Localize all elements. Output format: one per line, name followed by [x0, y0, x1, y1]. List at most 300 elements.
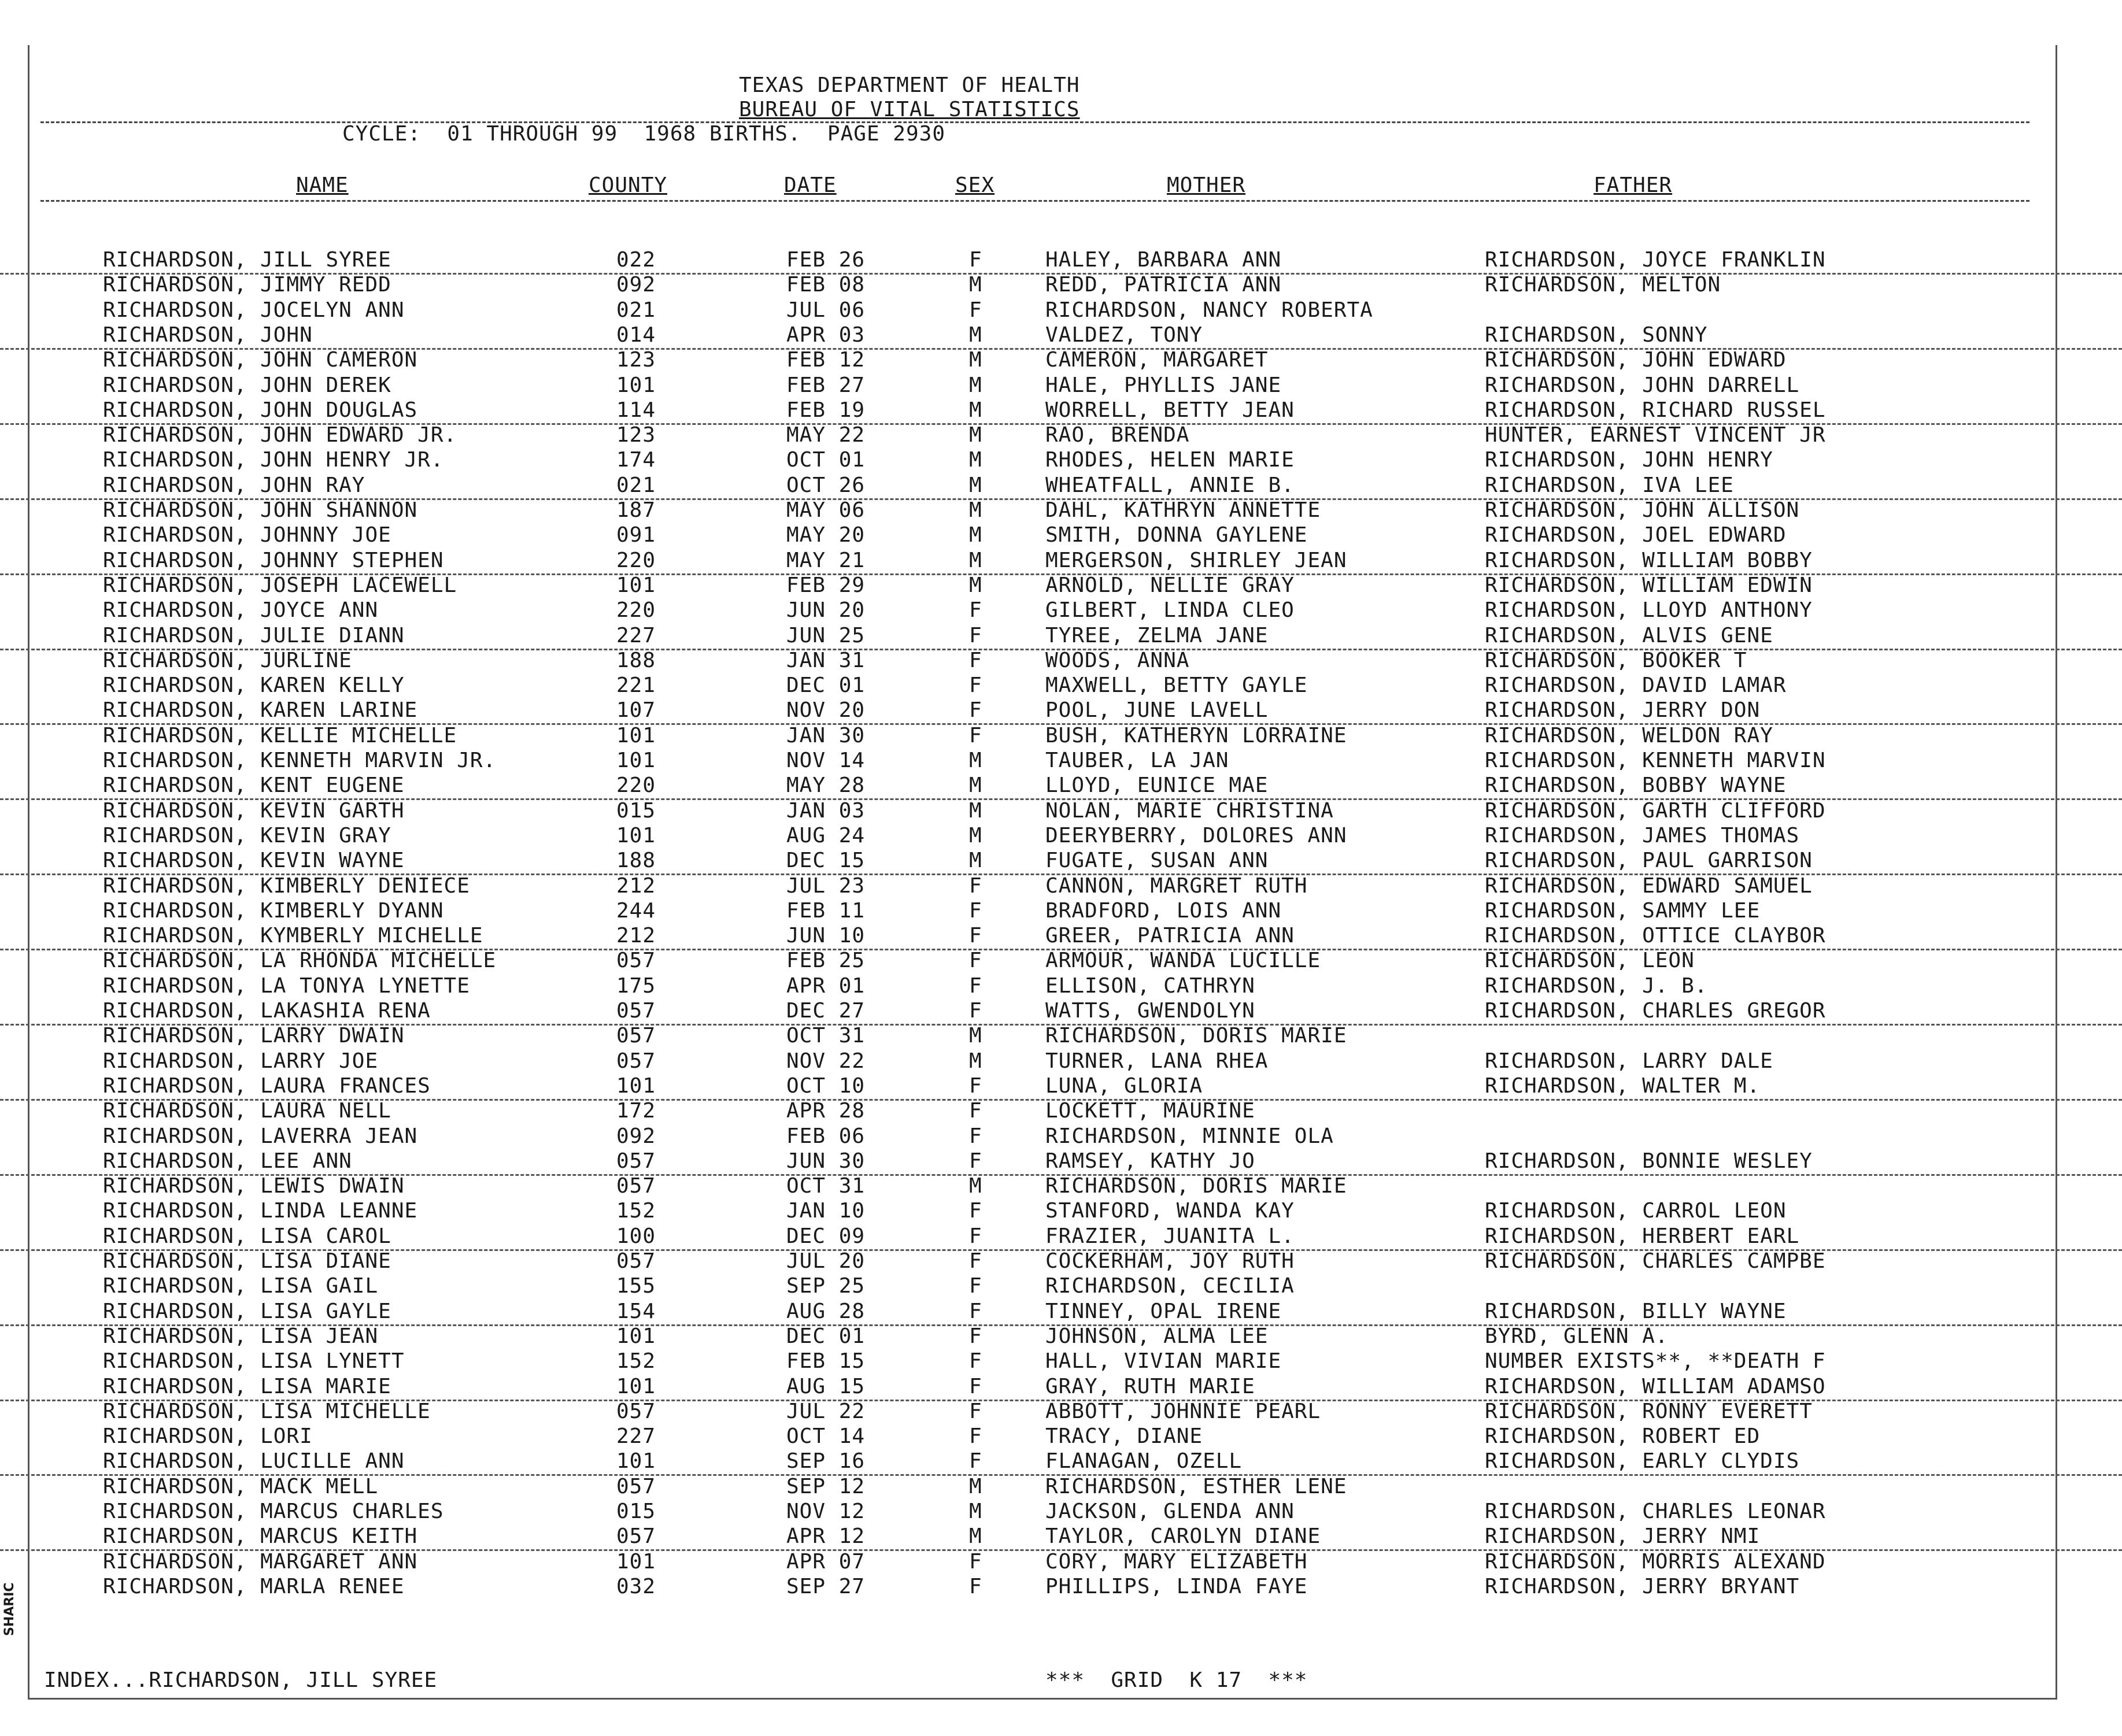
record-name: RICHARDSON, KEVIN WAYNE — [103, 849, 405, 873]
record-father: RICHARDSON, J. B. — [1485, 974, 1708, 998]
record-date: FEB 25 — [786, 949, 866, 973]
record-father: RICHARDSON, IVA LEE — [1485, 473, 1734, 497]
table-row — [0, 623, 2122, 650]
record-name: RICHARDSON, JOYCE ANN — [103, 598, 379, 623]
record-name: RICHARDSON, LISA CAROL — [103, 1224, 391, 1248]
record-date: JAN 31 — [786, 648, 866, 672]
table-row — [0, 1324, 2122, 1349]
record-county: 220 — [616, 598, 656, 623]
record-date: APR 12 — [786, 1524, 866, 1549]
record-county: 057 — [616, 1474, 656, 1498]
record-county: 172 — [616, 1099, 656, 1123]
record-mother: RICHARDSON, NANCY ROBERTA — [1045, 298, 1373, 322]
record-father: RICHARDSON, CHARLES CAMPBE — [1485, 1249, 1826, 1273]
record-name: RICHARDSON, KENT EUGENE — [103, 773, 405, 798]
record-name: RICHARDSON, KAREN LARINE — [103, 698, 418, 723]
record-name: RICHARDSON, LISA DIANE — [103, 1249, 391, 1273]
record-sex: F — [969, 248, 982, 272]
record-date: MAY 22 — [786, 423, 866, 447]
record-father: RICHARDSON, EARLY CLYDIS — [1485, 1449, 1800, 1474]
record-date: JAN 10 — [786, 1199, 866, 1223]
table-row — [0, 573, 2122, 598]
record-father: RICHARDSON, WILLIAM ADAMSO — [1485, 1374, 1826, 1398]
record-mother: RICHARDSON, CECILIA — [1045, 1274, 1295, 1298]
record-date: DEC 09 — [786, 1224, 866, 1248]
record-county: 188 — [616, 648, 656, 672]
record-mother: COCKERHAM, JOY RUTH — [1045, 1249, 1295, 1273]
record-sex: M — [969, 398, 982, 422]
record-name: RICHARDSON, MACK MELL — [103, 1474, 379, 1498]
record-name: RICHARDSON, JOHN SHANNON — [103, 498, 418, 522]
record-county: 101 — [616, 749, 656, 772]
record-mother: ABBOTT, JOHNNIE PEARL — [1045, 1399, 1321, 1423]
record-county: 220 — [616, 548, 656, 572]
col-header-date: DATE — [784, 173, 837, 197]
record-father: RICHARDSON, WELDON RAY — [1485, 723, 1773, 747]
record-mother: JOHNSON, ALMA LEE — [1045, 1324, 1269, 1348]
record-father: RICHARDSON, RONNY EVERETT — [1485, 1399, 1813, 1423]
record-sex: M — [969, 1524, 982, 1549]
record-date: JUN 25 — [786, 623, 866, 647]
record-name: RICHARDSON, LISA JEAN — [103, 1324, 379, 1348]
record-father: RICHARDSON, CHARLES GREGOR — [1485, 999, 1826, 1023]
record-father: RICHARDSON, JAMES THOMAS — [1485, 823, 1800, 847]
table-row — [0, 1374, 2122, 1401]
record-date: FEB 15 — [786, 1349, 866, 1374]
table-row — [0, 948, 2122, 974]
record-county: 057 — [616, 1174, 656, 1198]
record-name: RICHARDSON, KIMBERLY DYANN — [103, 898, 444, 923]
record-mother: MAXWELL, BETTY GAYLE — [1045, 673, 1308, 698]
record-name: RICHARDSON, LA RHONDA MICHELLE — [103, 949, 497, 973]
record-sex: F — [969, 698, 982, 723]
record-date: DEC 01 — [786, 673, 866, 698]
record-date: MAY 06 — [786, 498, 866, 522]
record-father: RICHARDSON, LARRY DALE — [1485, 1049, 1773, 1073]
record-sex: M — [969, 498, 982, 522]
record-name: RICHARDSON, LAVERRA JEAN — [103, 1124, 418, 1148]
record-date: AUG 15 — [786, 1374, 866, 1398]
record-mother: RICHARDSON, DORIS MARIE — [1045, 1024, 1347, 1048]
record-mother: RAO, BRENDA — [1045, 423, 1190, 447]
grid-label: *** GRID K 17 *** — [1045, 1668, 1308, 1692]
record-mother: DAHL, KATHRYN ANNETTE — [1045, 498, 1321, 522]
record-name: RICHARDSON, JOHN EDWARD JR. — [103, 423, 457, 447]
record-mother: LLOYD, EUNICE MAE — [1045, 773, 1269, 798]
record-name: RICHARDSON, KYMBERLY MICHELLE — [103, 924, 483, 948]
record-father: RICHARDSON, BILLY WAYNE — [1485, 1299, 1787, 1323]
record-mother: RICHARDSON, ESTHER LENE — [1045, 1474, 1347, 1498]
table-row — [0, 323, 2122, 350]
record-name: RICHARDSON, LUCILLE ANN — [103, 1449, 405, 1474]
record-sex: F — [969, 1299, 982, 1323]
record-father: RICHARDSON, JOHN ALLISON — [1485, 498, 1800, 522]
record-sex: M — [969, 373, 982, 397]
record-mother: MERGERSON, SHIRLEY JEAN — [1045, 548, 1347, 572]
record-mother: LUNA, GLORIA — [1045, 1074, 1203, 1098]
record-name: RICHARDSON, LEWIS DWAIN — [103, 1174, 405, 1198]
table-row — [0, 272, 2122, 298]
table-row — [0, 1023, 2122, 1049]
record-county: 021 — [616, 298, 656, 322]
record-date: SEP 12 — [786, 1474, 866, 1498]
header-line-2: BUREAU OF VITAL STATISTICS — [739, 98, 1080, 121]
record-father: RICHARDSON, JOHN DARRELL — [1485, 373, 1800, 397]
record-mother: CORY, MARY ELIZABETH — [1045, 1549, 1308, 1574]
record-name: RICHARDSON, JOHNNY STEPHEN — [103, 548, 444, 572]
record-date: FEB 11 — [786, 898, 866, 923]
record-county: 057 — [616, 1024, 656, 1048]
record-date: JUN 30 — [786, 1149, 866, 1173]
record-mother: TAUBER, LA JAN — [1045, 749, 1229, 772]
record-mother: FRAZIER, JUANITA L. — [1045, 1224, 1295, 1248]
record-date: OCT 31 — [786, 1174, 866, 1198]
record-date: OCT 26 — [786, 473, 866, 497]
record-county: 057 — [616, 1049, 656, 1073]
record-date: JUN 10 — [786, 924, 866, 948]
record-mother: DEERYBERRY, DOLORES ANN — [1045, 823, 1347, 847]
record-county: 101 — [616, 1549, 656, 1574]
record-sex: F — [969, 648, 982, 672]
record-sex: F — [969, 1074, 982, 1098]
record-sex: M — [969, 849, 982, 873]
record-name: RICHARDSON, MARLA RENEE — [103, 1574, 405, 1598]
record-father: RICHARDSON, MORRIS ALEXAND — [1485, 1549, 1826, 1574]
record-mother: ELLISON, CATHRYN — [1045, 974, 1255, 998]
record-mother: WORRELL, BETTY JEAN — [1045, 398, 1295, 422]
record-county: 101 — [616, 573, 656, 597]
record-county: 154 — [616, 1299, 656, 1323]
record-father: RICHARDSON, BOOKER T — [1485, 648, 1747, 672]
record-mother: JACKSON, GLENDA ANN — [1045, 1500, 1295, 1523]
record-sex: F — [969, 623, 982, 647]
record-date: OCT 14 — [786, 1424, 866, 1449]
record-father: RICHARDSON, SAMMY LEE — [1485, 898, 1761, 923]
record-name: RICHARDSON, KENNETH MARVIN JR. — [103, 749, 497, 772]
record-county: 152 — [616, 1349, 656, 1374]
record-name: RICHARDSON, KEVIN GRAY — [103, 823, 391, 847]
record-sex: F — [969, 1249, 982, 1273]
record-county: 022 — [616, 248, 656, 272]
record-date: DEC 01 — [786, 1324, 866, 1348]
record-county: 212 — [616, 873, 656, 898]
record-date: SEP 16 — [786, 1449, 866, 1474]
record-county: 227 — [616, 623, 656, 647]
record-sex: M — [969, 348, 982, 372]
record-father: NUMBER EXISTS**, **DEATH F — [1485, 1349, 1826, 1374]
record-county: 057 — [616, 1249, 656, 1273]
record-county: 101 — [616, 823, 656, 847]
record-name: RICHARDSON, JOHN — [103, 323, 313, 347]
col-header-mother: MOTHER — [1167, 173, 1246, 197]
record-father: RICHARDSON, JOHN HENRY — [1485, 448, 1773, 472]
record-mother: NOLAN, MARIE CHRISTINA — [1045, 798, 1334, 823]
table-row — [0, 1474, 2122, 1500]
table-row — [0, 1349, 2122, 1374]
record-sex: F — [969, 1224, 982, 1248]
record-mother: REDD, PATRICIA ANN — [1045, 273, 1282, 297]
record-sex: F — [969, 1199, 982, 1223]
record-name: RICHARDSON, JOCELYN ANN — [103, 298, 405, 322]
record-county: 174 — [616, 448, 656, 472]
record-name: RICHARDSON, LA TONYA LYNETTE — [103, 974, 470, 998]
table-row — [0, 523, 2122, 548]
record-sex: M — [969, 1474, 982, 1498]
record-name: RICHARDSON, JOHN DOUGLAS — [103, 398, 418, 422]
record-date: NOV 14 — [786, 749, 866, 772]
record-date: JUN 20 — [786, 598, 866, 623]
record-mother: WHEATFALL, ANNIE B. — [1045, 473, 1295, 497]
record-county: 015 — [616, 1500, 656, 1523]
record-mother: FLANAGAN, OZELL — [1045, 1449, 1243, 1474]
table-row — [0, 1399, 2122, 1424]
record-name: RICHARDSON, JOHN HENRY JR. — [103, 448, 444, 472]
table-row — [0, 1074, 2122, 1101]
table-row — [0, 1098, 2122, 1124]
record-father: RICHARDSON, PAUL GARRISON — [1485, 849, 1813, 873]
record-county: 057 — [616, 1149, 656, 1173]
record-sex: M — [969, 323, 982, 347]
record-county: 101 — [616, 373, 656, 397]
record-county: 123 — [616, 423, 656, 447]
record-sex: F — [969, 898, 982, 923]
record-sex: M — [969, 548, 982, 572]
record-name: RICHARDSON, JIMMY REDD — [103, 273, 391, 297]
record-name: RICHARDSON, JURLINE — [103, 648, 352, 672]
table-row — [0, 1274, 2122, 1299]
record-father: RICHARDSON, ROBERT ED — [1485, 1424, 1761, 1449]
record-county: 114 — [616, 398, 656, 422]
record-name: RICHARDSON, LISA GAIL — [103, 1274, 379, 1298]
table-row — [0, 1424, 2122, 1449]
record-father: RICHARDSON, WILLIAM BOBBY — [1485, 548, 1813, 572]
record-father: RICHARDSON, JERRY NMI — [1485, 1524, 1761, 1549]
record-sex: F — [969, 873, 982, 898]
record-sex: M — [969, 798, 982, 823]
record-mother: TINNEY, OPAL IRENE — [1045, 1299, 1282, 1323]
record-father: RICHARDSON, JERRY DON — [1485, 698, 1761, 723]
record-date: JUL 20 — [786, 1249, 866, 1273]
record-date: DEC 27 — [786, 999, 866, 1023]
record-father: RICHARDSON, JOEL EDWARD — [1485, 523, 1787, 547]
record-sex: F — [969, 974, 982, 998]
record-sex: F — [969, 999, 982, 1023]
record-county: 175 — [616, 974, 656, 998]
record-sex: F — [969, 949, 982, 973]
record-name: RICHARDSON, JOHN RAY — [103, 473, 365, 497]
record-county: 057 — [616, 999, 656, 1023]
record-date: OCT 10 — [786, 1074, 866, 1098]
record-name: RICHARDSON, LARRY JOE — [103, 1049, 379, 1073]
record-sex: F — [969, 1324, 982, 1348]
record-name: RICHARDSON, LISA LYNETT — [103, 1349, 405, 1374]
record-father: RICHARDSON, ALVIS GENE — [1485, 623, 1773, 647]
table-row — [0, 1499, 2122, 1524]
record-sex: F — [969, 1549, 982, 1574]
record-date: APR 07 — [786, 1549, 866, 1574]
record-name: RICHARDSON, JOHN CAMERON — [103, 348, 418, 372]
header-line-1: TEXAS DEPARTMENT OF HEALTH — [739, 73, 1080, 97]
record-father: RICHARDSON, BOBBY WAYNE — [1485, 773, 1787, 798]
index-label: INDEX...RICHARDSON, JILL SYREE — [44, 1668, 438, 1692]
record-father: RICHARDSON, JERRY BRYANT — [1485, 1574, 1800, 1598]
table-row — [0, 1149, 2122, 1176]
record-mother: RICHARDSON, MINNIE OLA — [1045, 1124, 1334, 1148]
table-row — [0, 648, 2122, 673]
record-father: RICHARDSON, HERBERT EARL — [1485, 1224, 1800, 1248]
record-name: RICHARDSON, MARCUS KEITH — [103, 1524, 418, 1549]
record-county: 155 — [616, 1274, 656, 1298]
record-sex: M — [969, 823, 982, 847]
record-date: FEB 08 — [786, 273, 866, 297]
table-row — [0, 398, 2122, 425]
record-mother: RAMSEY, KATHY JO — [1045, 1149, 1255, 1173]
record-mother: POOL, JUNE LAVELL — [1045, 698, 1269, 723]
record-sex: M — [969, 573, 982, 597]
record-date: JAN 03 — [786, 798, 866, 823]
record-father: HUNTER, EARNEST VINCENT JR — [1485, 423, 1826, 447]
record-county: 212 — [616, 924, 656, 948]
record-county: 091 — [616, 523, 656, 547]
record-name: RICHARDSON, LISA MICHELLE — [103, 1399, 431, 1423]
record-mother: CANNON, MARGRET RUTH — [1045, 873, 1308, 898]
record-name: RICHARDSON, LISA GAYLE — [103, 1299, 391, 1323]
record-county: 188 — [616, 849, 656, 873]
table-row — [0, 1198, 2122, 1224]
record-county: 152 — [616, 1199, 656, 1223]
record-date: JAN 30 — [786, 723, 866, 747]
table-row — [0, 1299, 2122, 1326]
record-date: FEB 19 — [786, 398, 866, 422]
record-mother: GILBERT, LINDA CLEO — [1045, 598, 1295, 623]
side-label: SHARIC — [2, 1582, 17, 1636]
record-father: RICHARDSON, LEON — [1485, 949, 1695, 973]
record-name: RICHARDSON, KAREN KELLY — [103, 673, 405, 698]
record-father: RICHARDSON, CARROL LEON — [1485, 1199, 1787, 1223]
record-father: RICHARDSON, JOYCE FRANKLIN — [1485, 248, 1826, 272]
record-county: 057 — [616, 1524, 656, 1549]
table-row — [0, 998, 2122, 1026]
record-sex: F — [969, 598, 982, 623]
record-mother: BRADFORD, LOIS ANN — [1045, 898, 1282, 923]
record-mother: PHILLIPS, LINDA FAYE — [1045, 1574, 1308, 1598]
record-county: 092 — [616, 273, 656, 297]
record-mother: GRAY, RUTH MARIE — [1045, 1374, 1255, 1398]
record-father: RICHARDSON, RICHARD RUSSEL — [1485, 398, 1826, 422]
col-header-county: COUNTY — [589, 173, 668, 197]
record-sex: F — [969, 1124, 982, 1148]
record-date: FEB 29 — [786, 573, 866, 597]
record-name: RICHARDSON, JILL SYREE — [103, 248, 391, 272]
table-row — [0, 698, 2122, 725]
record-sex: F — [969, 1399, 982, 1423]
table-row — [0, 598, 2122, 623]
record-county: 057 — [616, 949, 656, 973]
record-sex: F — [969, 1574, 982, 1598]
record-name: RICHARDSON, KELLIE MICHELLE — [103, 723, 457, 747]
table-row — [0, 1174, 2122, 1199]
record-county: 101 — [616, 723, 656, 747]
record-county: 057 — [616, 1399, 656, 1423]
record-mother: HALE, PHYLLIS JANE — [1045, 373, 1282, 397]
record-father: RICHARDSON, LLOYD ANTHONY — [1485, 598, 1813, 623]
record-county: 221 — [616, 673, 656, 698]
record-sex: M — [969, 1024, 982, 1048]
record-sex: F — [969, 673, 982, 698]
record-name: RICHARDSON, KIMBERLY DENIECE — [103, 873, 470, 898]
record-sex: F — [969, 1099, 982, 1123]
record-date: JUL 06 — [786, 298, 866, 322]
record-county: 101 — [616, 1324, 656, 1348]
record-date: NOV 12 — [786, 1500, 866, 1523]
record-county: 092 — [616, 1124, 656, 1148]
record-date: FEB 27 — [786, 373, 866, 397]
record-sex: M — [969, 448, 982, 472]
table-row — [0, 373, 2122, 398]
record-name: RICHARDSON, MARCUS CHARLES — [103, 1500, 444, 1523]
record-sex: M — [969, 1174, 982, 1198]
table-row — [0, 1249, 2122, 1274]
record-sex: M — [969, 1500, 982, 1523]
table-row — [0, 1549, 2122, 1575]
record-sex: M — [969, 423, 982, 447]
record-mother: GREER, PATRICIA ANN — [1045, 924, 1295, 948]
record-date: APR 01 — [786, 974, 866, 998]
table-row — [0, 798, 2122, 824]
record-date: NOV 20 — [786, 698, 866, 723]
record-date: MAY 20 — [786, 523, 866, 547]
record-father: RICHARDSON, KENNETH MARVIN — [1485, 749, 1826, 772]
table-row — [0, 898, 2122, 924]
table-row — [0, 447, 2122, 473]
record-date: FEB 26 — [786, 248, 866, 272]
table-row — [0, 298, 2122, 323]
table-row — [0, 823, 2122, 849]
record-mother: TURNER, LANA RHEA — [1045, 1049, 1269, 1073]
record-name: RICHARDSON, LARRY DWAIN — [103, 1024, 405, 1048]
record-sex: M — [969, 473, 982, 497]
record-county: 220 — [616, 773, 656, 798]
record-father: RICHARDSON, JOHN EDWARD — [1485, 348, 1787, 372]
record-date: FEB 12 — [786, 348, 866, 372]
record-mother: CAMERON, MARGARET — [1045, 348, 1269, 372]
record-date: OCT 01 — [786, 448, 866, 472]
record-father: RICHARDSON, GARTH CLIFFORD — [1485, 798, 1826, 823]
record-mother: ARMOUR, WANDA LUCILLE — [1045, 949, 1321, 973]
table-row — [0, 1049, 2122, 1074]
record-date: SEP 27 — [786, 1574, 866, 1598]
record-name: RICHARDSON, MARGARET ANN — [103, 1549, 418, 1574]
record-date: MAY 21 — [786, 548, 866, 572]
record-father: RICHARDSON, DAVID LAMAR — [1485, 673, 1787, 698]
record-sex: M — [969, 523, 982, 547]
record-date: FEB 06 — [786, 1124, 866, 1148]
table-row — [0, 723, 2122, 749]
record-county: 100 — [616, 1224, 656, 1248]
record-county: 227 — [616, 1424, 656, 1449]
record-father: RICHARDSON, MELTON — [1485, 273, 1721, 297]
record-date: JUL 22 — [786, 1399, 866, 1423]
record-name: RICHARDSON, JOSEPH LACEWELL — [103, 573, 457, 597]
table-row — [0, 673, 2122, 698]
table-row — [0, 1574, 2122, 1600]
record-sex: F — [969, 1349, 982, 1374]
record-mother: TRACY, DIANE — [1045, 1424, 1203, 1449]
record-date: AUG 28 — [786, 1299, 866, 1323]
record-name: RICHARDSON, LAURA NELL — [103, 1099, 391, 1123]
record-mother: BUSH, KATHERYN LORRAINE — [1045, 723, 1347, 747]
cycle-line: CYCLE: 01 THROUGH 99 1968 BIRTHS. PAGE 2930 — [342, 122, 945, 146]
